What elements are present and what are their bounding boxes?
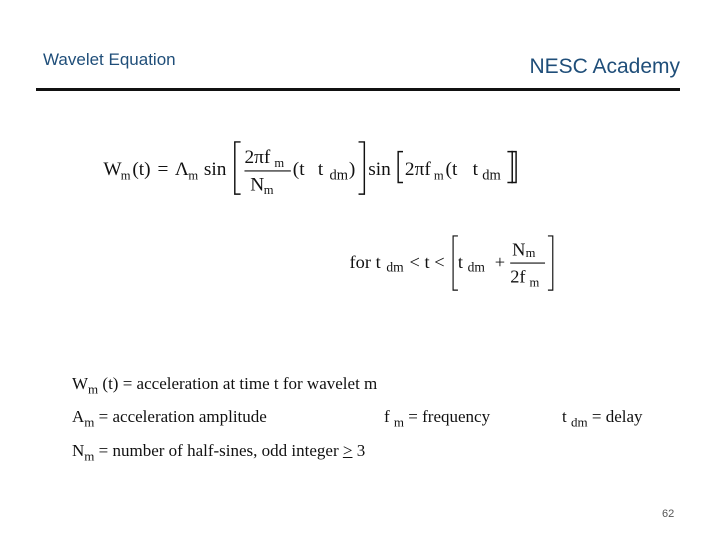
def-f-symbol: f	[384, 407, 390, 426]
bracket-right-2	[507, 152, 512, 183]
slide-title: Wavelet Equation	[43, 50, 176, 69]
range-dm: dm	[386, 259, 404, 275]
def-n-ge: >	[342, 441, 353, 460]
eq-two-pi-f-sub: m	[274, 156, 285, 171]
range-two-f: 2f	[510, 266, 526, 287]
eq-open-paren-2: (t	[445, 158, 458, 180]
eq-two-pi-f-2-sub: m	[433, 168, 444, 183]
eq-sin-1: sin	[203, 158, 227, 180]
wavelet-equation	[96, 140, 536, 198]
bracket-left-1	[235, 142, 241, 194]
definition-w	[72, 374, 377, 397]
range-t-dm: dm	[467, 259, 485, 275]
def-t-symbol: t	[562, 407, 567, 426]
def-n-text: = number of half-sines, odd integer	[98, 441, 339, 460]
page-number: 62	[662, 508, 675, 520]
eq-close-paren: )	[348, 158, 356, 180]
range-plus: +	[494, 251, 506, 272]
range-t: t	[457, 251, 464, 272]
def-n-min: 3	[356, 441, 366, 460]
eq-n: N	[250, 174, 265, 196]
eq-dm-2: dm	[482, 167, 501, 184]
eq-t-paren: (t)	[132, 158, 151, 180]
eq-w-sub: m	[120, 168, 131, 183]
def-t-text: = delay	[591, 407, 643, 426]
range-for-t: for t	[349, 251, 381, 272]
eq-open-paren: (t	[292, 158, 305, 180]
def-f-text: = frequency	[408, 407, 491, 426]
range-n-sub: m	[525, 246, 536, 261]
header-divider	[36, 88, 680, 91]
definition-n	[72, 441, 365, 464]
eq-lambda: Λ	[174, 158, 189, 180]
range-n: N	[512, 239, 526, 260]
eq-sin-2: sin	[368, 158, 391, 180]
time-range-equation	[346, 234, 566, 294]
eq-lambda-sub: m	[188, 168, 199, 183]
eq-t: t	[317, 158, 324, 180]
def-t-sub: dm	[570, 414, 588, 430]
eq-equals: =	[157, 158, 169, 180]
def-f-sub: m	[393, 414, 405, 430]
def-a-text: = acceleration amplitude	[98, 407, 267, 426]
organization-name: NESC Academy	[529, 55, 680, 78]
eq-two-pi-f: 2πf	[244, 147, 271, 169]
eq-two-pi-f-2: 2πf	[404, 158, 431, 180]
def-a-symbol: A	[72, 407, 85, 426]
def-n-symbol: N	[72, 441, 85, 460]
range-two-f-sub: m	[529, 275, 540, 290]
def-a-sub: m	[84, 414, 95, 430]
def-w-symbol: W	[72, 374, 89, 393]
bracket-left-2	[398, 152, 403, 183]
bracket-right-1	[359, 142, 365, 194]
eq-n-sub: m	[263, 183, 274, 198]
definition-a	[72, 407, 267, 430]
range-bracket-right	[548, 236, 553, 290]
range-lt-t-lt: < t <	[409, 251, 445, 272]
def-n-sub: m	[84, 448, 95, 464]
def-w-sub: m	[88, 381, 99, 397]
definition-f	[384, 407, 490, 430]
def-w-text: (t) = acceleration at time t for wavelet m	[102, 374, 378, 393]
eq-t-2: t	[472, 158, 478, 180]
definition-t	[562, 407, 643, 430]
eq-w: W	[103, 158, 122, 180]
eq-dm: dm	[329, 167, 349, 184]
